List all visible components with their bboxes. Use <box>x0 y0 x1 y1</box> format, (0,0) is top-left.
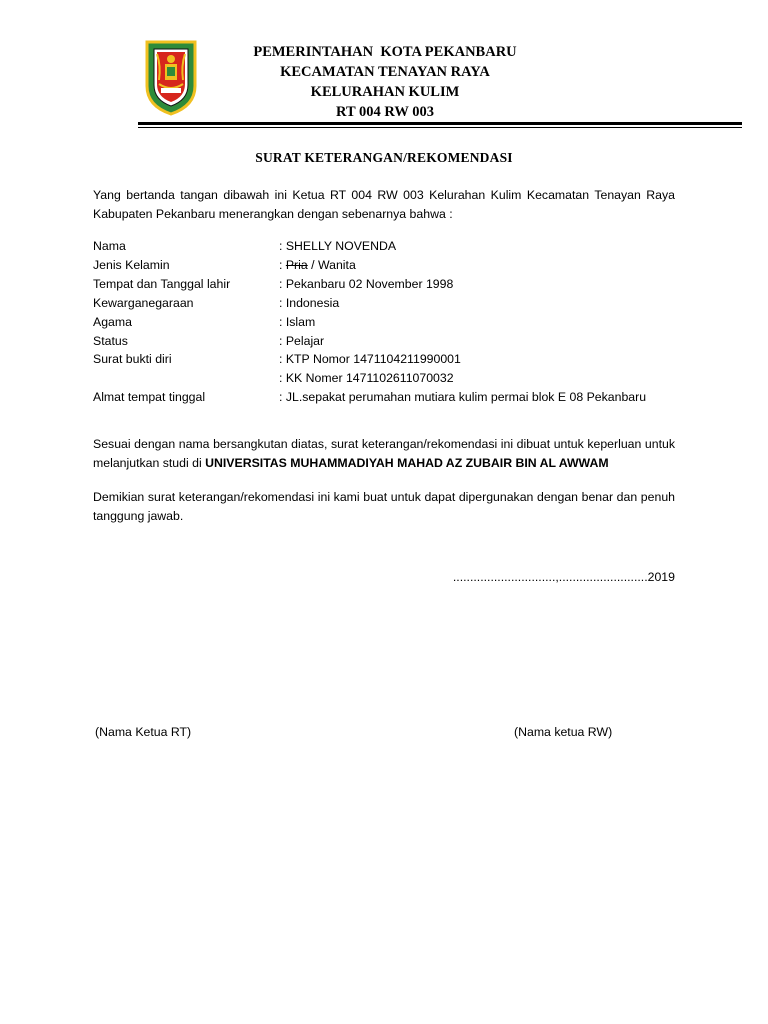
field-label: Jenis Kelamin <box>93 258 170 272</box>
selected-option: / Wanita <box>307 258 356 272</box>
letterhead-line-government: PEMERINTAHAN KOTA PEKANBARU <box>253 44 517 60</box>
field-label: Nama <box>93 239 126 253</box>
letterhead-line-village: KELURAHAN KULIM <box>310 84 460 100</box>
pekanbaru-coat-of-arms-icon <box>145 40 197 116</box>
field-value: : KK Nomer 1471102611070032 <box>279 371 454 385</box>
field-label: Agama <box>93 315 132 329</box>
institution-name: UNIVERSITAS MUHAMMADIYAH MAHAD AZ ZUBAIR BIN AL AWWAM <box>205 456 609 470</box>
field-label: Surat bukti diri <box>93 352 172 366</box>
letterhead-divider-thin <box>138 127 742 128</box>
letterhead <box>200 42 570 122</box>
field-value: : SHELLY NOVENDA <box>279 239 397 253</box>
signature-rt: (Nama Ketua RT) <box>95 725 192 739</box>
letterhead-line-rt-rw: RT 004 RW 003 <box>336 104 434 120</box>
field-value: : Pelajar <box>279 334 325 348</box>
field-value: : JL.sepakat perumahan mutiara kulim permai blok E 08 Pekanbaru <box>279 390 647 404</box>
field-label: Status <box>93 334 128 348</box>
field-value: : KTP Nomor 1471104211990001 <box>279 352 461 366</box>
purpose-paragraph <box>93 435 675 473</box>
field-value: : Islam <box>279 315 316 329</box>
letterhead-divider-thick <box>138 122 742 125</box>
field-label: Kewarganegaraan <box>93 296 194 310</box>
field-label: Almat tempat tinggal <box>93 390 206 404</box>
field-value: : Pekanbaru 02 November 1998 <box>279 277 454 291</box>
document-title: SURAT KETERANGAN/REKOMENDASI <box>255 150 513 165</box>
struck-option: Pria <box>285 258 308 272</box>
field-value <box>279 256 356 275</box>
field-value: : Indonesia <box>279 296 340 310</box>
closing-paragraph: Demikian surat keterangan/rekomendasi ini kami buat untuk dapat dipergunakan dengan benar dan penuh tanggung jawab. <box>93 490 675 523</box>
letterhead-line-district: KECAMATAN TENAYAN RAYA <box>280 64 490 80</box>
field-label: Tempat dan Tanggal lahir <box>93 277 231 291</box>
value-prefix: : <box>279 258 286 272</box>
date-line: ..............................,..........................2019 <box>452 570 675 584</box>
purpose-text: Sesuai dengan nama bersangkutan diatas, surat keterangan/rekomendasi ini dibuat untuk keperluan untuk melanjutkan studi di <box>93 437 675 470</box>
signature-rw: (Nama ketua RW) <box>514 725 613 739</box>
intro-paragraph: Yang bertanda tangan dibawah ini Ketua RT 004 RW 003 Kelurahan Kulim Kecamatan Tenayan Raya Kabupaten Pekanbaru menerangkan dengan sebenarnya bahwa : <box>93 188 675 221</box>
